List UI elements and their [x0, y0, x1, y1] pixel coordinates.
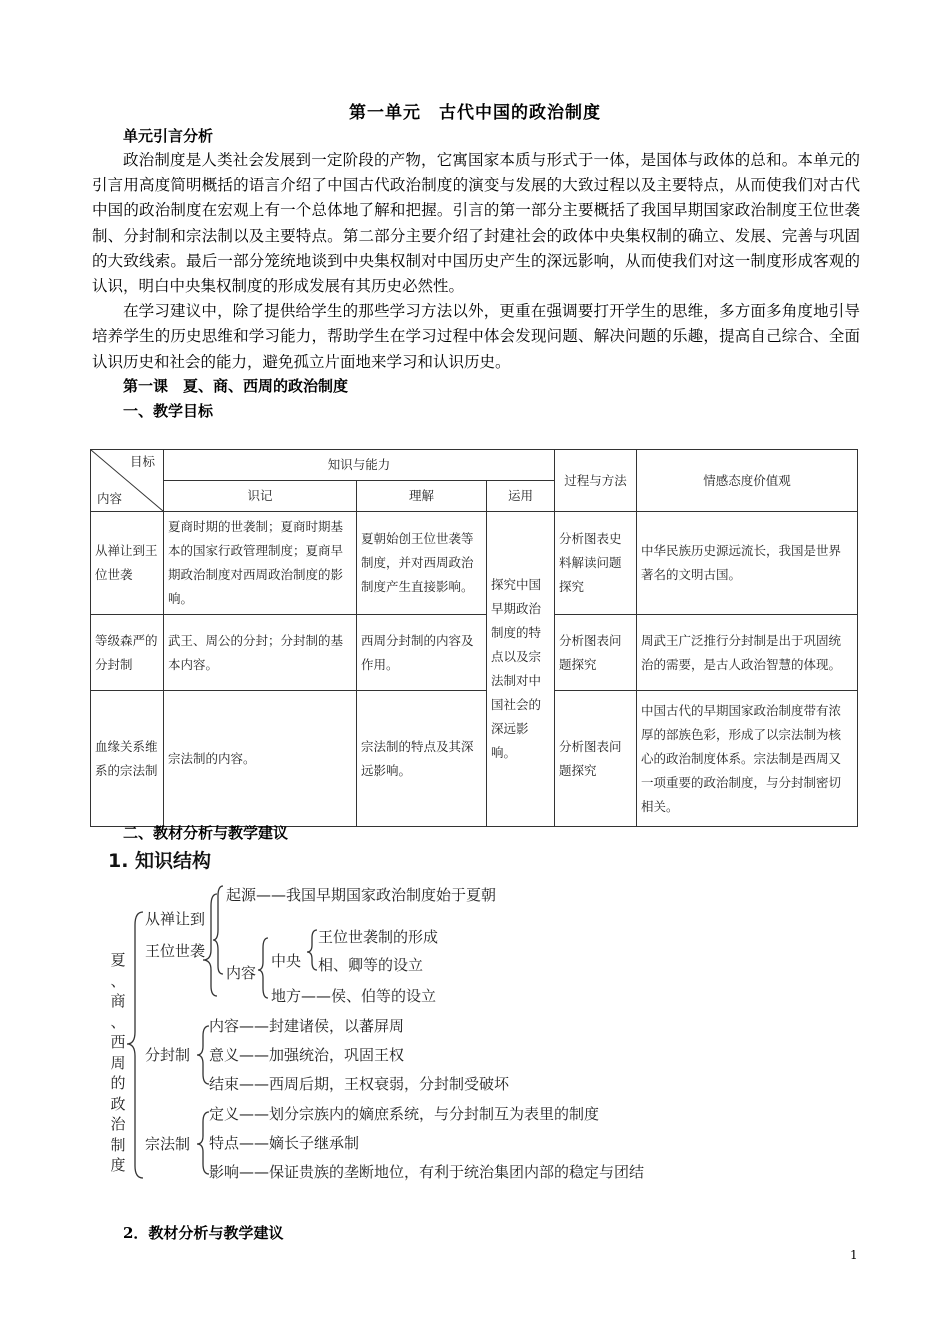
- row-process: 分析图表问题探究: [555, 615, 637, 691]
- table-row: [91, 615, 858, 691]
- header-understand: 理解: [357, 481, 487, 512]
- row-emotion: 中国古代的早期国家政治制度带有浓厚的部族色彩，形成了以宗法制为核心的政治制度体系。宗法制是西周又一项重要的政治制度，与分封制密切相关。: [637, 691, 858, 827]
- row-emotion: 周武王广泛推行分封制是出于巩固统治的需要，是古人政治智慧的体现。: [637, 615, 858, 691]
- corner-goal-label: 目标: [129, 454, 155, 469]
- node-fengjian-meaning: 意义——加强统治，巩固王权: [209, 1046, 405, 1064]
- row-understand: 宗法制的特点及其深远影响。: [357, 691, 487, 827]
- apply-cell: 探究中国早期政治制度的特点以及宗法制对中国社会的深远影响。: [487, 512, 555, 827]
- node-zongfa-influence: 影响——保证贵族的垄断地位，有利于统治集团内部的稳定与团结: [209, 1163, 645, 1181]
- section-analysis: 二、教材分析与教学建议: [123, 824, 289, 842]
- node-zongfa-feature: 特点——嫡长子继承制: [209, 1134, 360, 1152]
- table-row: [91, 512, 858, 615]
- unit-title: 第一单元 古代中国的政治制度: [349, 103, 601, 123]
- node-zongfa-definition: 定义——划分宗族内的嫡庶系统，与分封制互为表里的制度: [209, 1105, 600, 1123]
- header-memorize: 识记: [164, 481, 357, 512]
- branch-wangwei: 王位世袭: [145, 942, 206, 960]
- header-emotion-values: 情感态度价值观: [637, 450, 858, 512]
- branch-zongfa: 宗法制: [145, 1135, 191, 1153]
- node-local: 地方——侯、伯等的设立: [271, 987, 437, 1005]
- row-emotion: 中华民族历史源远流长，我国是世界著名的文明古国。: [637, 512, 858, 615]
- knowledge-structure-title: 1. 知识结构: [108, 850, 212, 872]
- intro-paragraph-2: 在学习建议中，除了提供给学生的那些学习方法以外，更重在强调要打开学生的思维，多方面多角度地引导培养学生的历史思维和学习能力，帮助学生在学习过程中体会发现问题、解决问题的乐趣，提高自己综合、全面认识历史和社会的能力，避免孤立片面地来学习和认识历史。: [92, 302, 860, 371]
- section-teaching-goals: 一、教学目标: [123, 402, 214, 420]
- row-content: 血缘关系维系的宗法制: [91, 691, 164, 827]
- node-fengjian-content: 内容——封建诸侯，以蕃屏周: [209, 1017, 405, 1035]
- row-content: 等级森严的分封制: [91, 615, 164, 691]
- node-content: 内容: [226, 964, 257, 982]
- header-process-method: 过程与方法: [555, 450, 637, 512]
- node-central: 中央: [271, 952, 302, 970]
- table-corner: [91, 450, 164, 512]
- header-knowledge-ability: 知识与能力: [164, 450, 555, 481]
- node-fengjian-end: 结束——西周后期，王权衰弱，分封制受破坏: [209, 1075, 510, 1093]
- row-memorize: 武王、周公的分封；分封制的基本内容。: [164, 615, 357, 691]
- table-row: [91, 691, 858, 827]
- tree-root-label: 夏 、 商 、 西 周 的 政 治 制 度: [110, 951, 126, 1174]
- page-number: 1: [850, 1248, 858, 1262]
- node-ministers: 相、卿等的设立: [318, 956, 424, 974]
- corner-content-label: 内容: [97, 491, 123, 506]
- row-understand: 西周分封制的内容及作用。: [357, 615, 487, 691]
- row-content: 从禅让到王位世袭: [91, 512, 164, 615]
- row-process: 分析图表史料解读问题探究: [555, 512, 637, 615]
- teaching-goals-table: [90, 449, 858, 827]
- row-understand: 夏朝始创王位世袭等制度，并对西周政治制度产生直接影响。: [357, 512, 487, 615]
- row-memorize: 宗法制的内容。: [164, 691, 357, 827]
- intro-text: [92, 148, 860, 375]
- intro-paragraph-1: 政治制度是人类社会发展到一定阶段的产物，它寓国家本质与形式于一体，是国体与政体的总和。本单元的引言用高度简明概括的语言介绍了中国古代政治制度的演变与发展的大致过程以及主要特点，从而使我们对古代中国的政治制度在宏观上有一个总体地了解和把握。引言的第一部分主要概括了我国早期国家政治制度王位世袭制、分封制和宗法制以及主要特点。第二部分主要介绍了封建社会的政体中央集权制的确立、发展、完善与巩固的大致线索。最后一部分笼统地谈到中央集权制对中国历史产生的深远影响，从而使我们对这一制度形成客观的认识，明白中央集权制度的形成发展有其历史必然性。: [92, 151, 860, 296]
- branch-fengjian: 分封制: [145, 1046, 191, 1064]
- header-apply: 运用: [487, 481, 555, 512]
- lesson-title: 第一课 夏、商、西周的政治制度: [123, 377, 349, 395]
- branch-shanrang: 从禅让到: [145, 910, 206, 928]
- knowledge-structure-diagram: [105, 850, 725, 1190]
- intro-heading: 单元引言分析: [123, 127, 214, 145]
- node-origin: 起源——我国早期国家政治制度始于夏朝: [226, 886, 497, 904]
- row-memorize: 夏商时期的世袭制；夏商时期基本的国家行政管理制度；夏商早期政治制度对西周政治制度的影响。: [164, 512, 357, 615]
- row-process: 分析图表问题探究: [555, 691, 637, 827]
- node-hereditary-formation: 王位世袭制的形成: [318, 928, 439, 946]
- subsection-analysis-suggestions: 2．教材分析与教学建议: [123, 1224, 284, 1242]
